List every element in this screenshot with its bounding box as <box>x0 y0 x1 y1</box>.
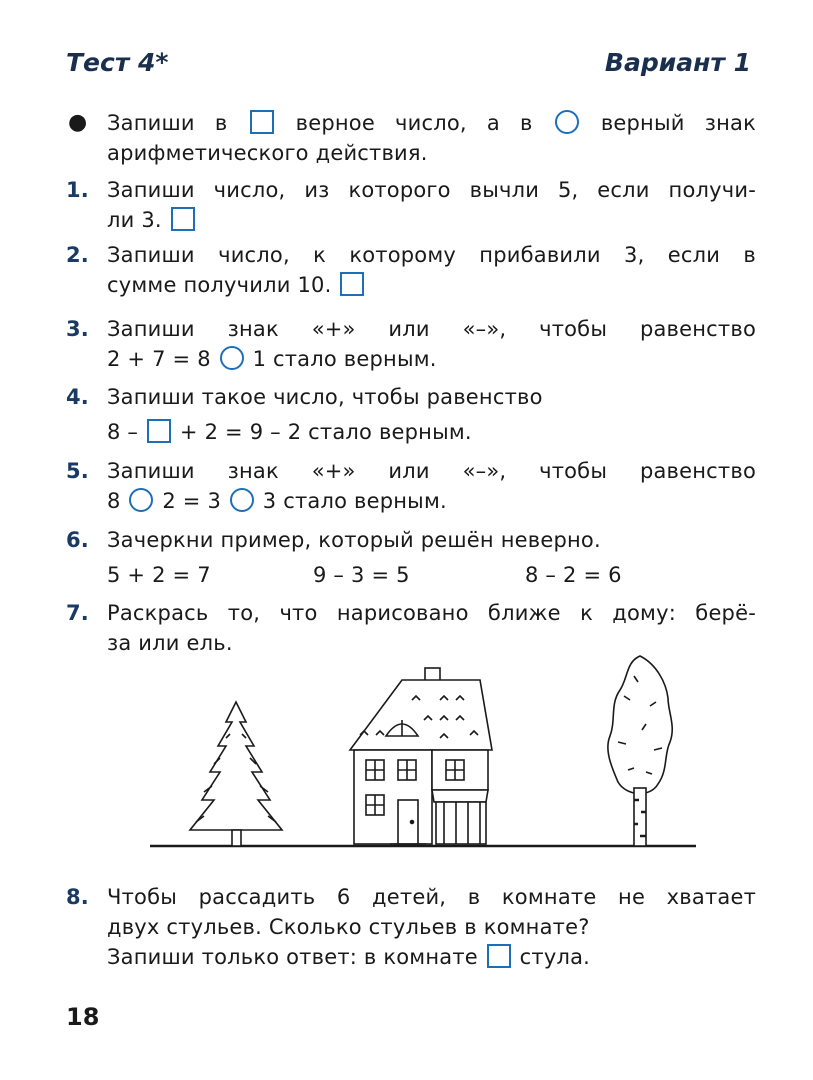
task-text: Запиши такое число, чтобы равенство <box>107 385 543 409</box>
task-text <box>107 205 756 235</box>
task-text: Чтобы рассадить 6 детей, в комнате не хватает <box>107 885 756 909</box>
task-3 <box>66 314 756 374</box>
equation <box>107 417 756 447</box>
equation <box>107 486 756 516</box>
task-number: 5. <box>66 459 89 483</box>
sign-circle[interactable] <box>220 346 244 370</box>
answer-box[interactable] <box>147 419 171 443</box>
task-text: Зачеркни пример, который решён неверно. <box>107 528 601 552</box>
instruction-line-2: арифметического действия. <box>107 141 428 165</box>
variant-label: Вариант 1 <box>604 48 751 77</box>
task-number: 8. <box>66 885 89 909</box>
instruction-text-b: верное число, а в <box>295 111 533 135</box>
answer-box[interactable] <box>171 207 195 231</box>
instruction-text-c: верный знак <box>600 111 756 135</box>
task-text: двух стульев. Сколько стульев в комнате? <box>107 915 590 939</box>
task-1 <box>66 175 756 235</box>
task-text-part: Запиши только ответ: в комнате <box>107 945 478 969</box>
task-text <box>107 270 756 300</box>
test-title: Тест 4* <box>66 48 169 77</box>
house-icon[interactable] <box>350 668 492 844</box>
equation-part: + 2 = 9 – 2 стало верным. <box>179 420 472 444</box>
equation-part: 2 = 3 <box>162 489 222 513</box>
task-7 <box>66 598 756 658</box>
task-text <box>107 942 756 972</box>
task-text-part: ли 3. <box>107 208 162 232</box>
instruction-text-a: Запиши в <box>107 111 228 135</box>
task-number: 7. <box>66 601 89 625</box>
task-number: 2. <box>66 243 89 267</box>
example-3[interactable]: 8 – 2 = 6 <box>525 563 622 587</box>
task-text: Запиши знак «+» или «–», чтобы равенство <box>107 459 756 483</box>
task-6 <box>66 525 756 590</box>
instruction-line-1 <box>107 108 756 138</box>
task-4 <box>66 382 756 447</box>
equation-part: 8 – <box>107 420 139 444</box>
answer-box[interactable] <box>487 944 511 968</box>
task-text: Запиши число, из которого вычли 5, если получи- <box>107 178 756 202</box>
example-1[interactable]: 5 + 2 = 7 <box>107 563 211 587</box>
task-number: 3. <box>66 317 89 341</box>
task-8 <box>66 882 756 972</box>
sign-circle[interactable] <box>129 488 153 512</box>
task-number: 4. <box>66 385 89 409</box>
task-text: за или ель. <box>107 631 233 655</box>
examples-row <box>107 560 756 590</box>
example-2[interactable]: 9 – 3 = 5 <box>313 563 410 587</box>
equation-part: 2 + 7 = 8 <box>107 347 211 371</box>
equation <box>107 344 756 374</box>
task-text-part: сумме получили 10. <box>107 273 332 297</box>
task-text-part: стула. <box>519 945 591 969</box>
answer-circle-icon <box>555 110 579 134</box>
task-number: 1. <box>66 178 89 202</box>
birch-tree-icon[interactable] <box>608 656 672 846</box>
bullet-icon: ● <box>68 110 88 135</box>
page-number: 18 <box>66 1003 100 1031</box>
equation-part: 3 стало верным. <box>262 489 447 513</box>
scene-illustration <box>140 650 700 855</box>
equation-part: 8 <box>107 489 121 513</box>
task-5 <box>66 456 756 516</box>
spruce-tree-icon[interactable] <box>190 702 282 846</box>
task-2 <box>66 240 756 300</box>
answer-square-icon <box>250 110 274 134</box>
instruction <box>66 108 756 168</box>
task-text: Запиши число, к которому прибавили 3, если в <box>107 243 756 267</box>
task-text: Раскрась то, что нарисовано ближе к дому: берё- <box>107 601 756 625</box>
answer-box[interactable] <box>340 272 364 296</box>
task-number: 6. <box>66 528 89 552</box>
sign-circle[interactable] <box>230 488 254 512</box>
equation-part: 1 стало верным. <box>252 347 437 371</box>
task-text: Запиши знак «+» или «–», чтобы равенство <box>107 317 756 341</box>
